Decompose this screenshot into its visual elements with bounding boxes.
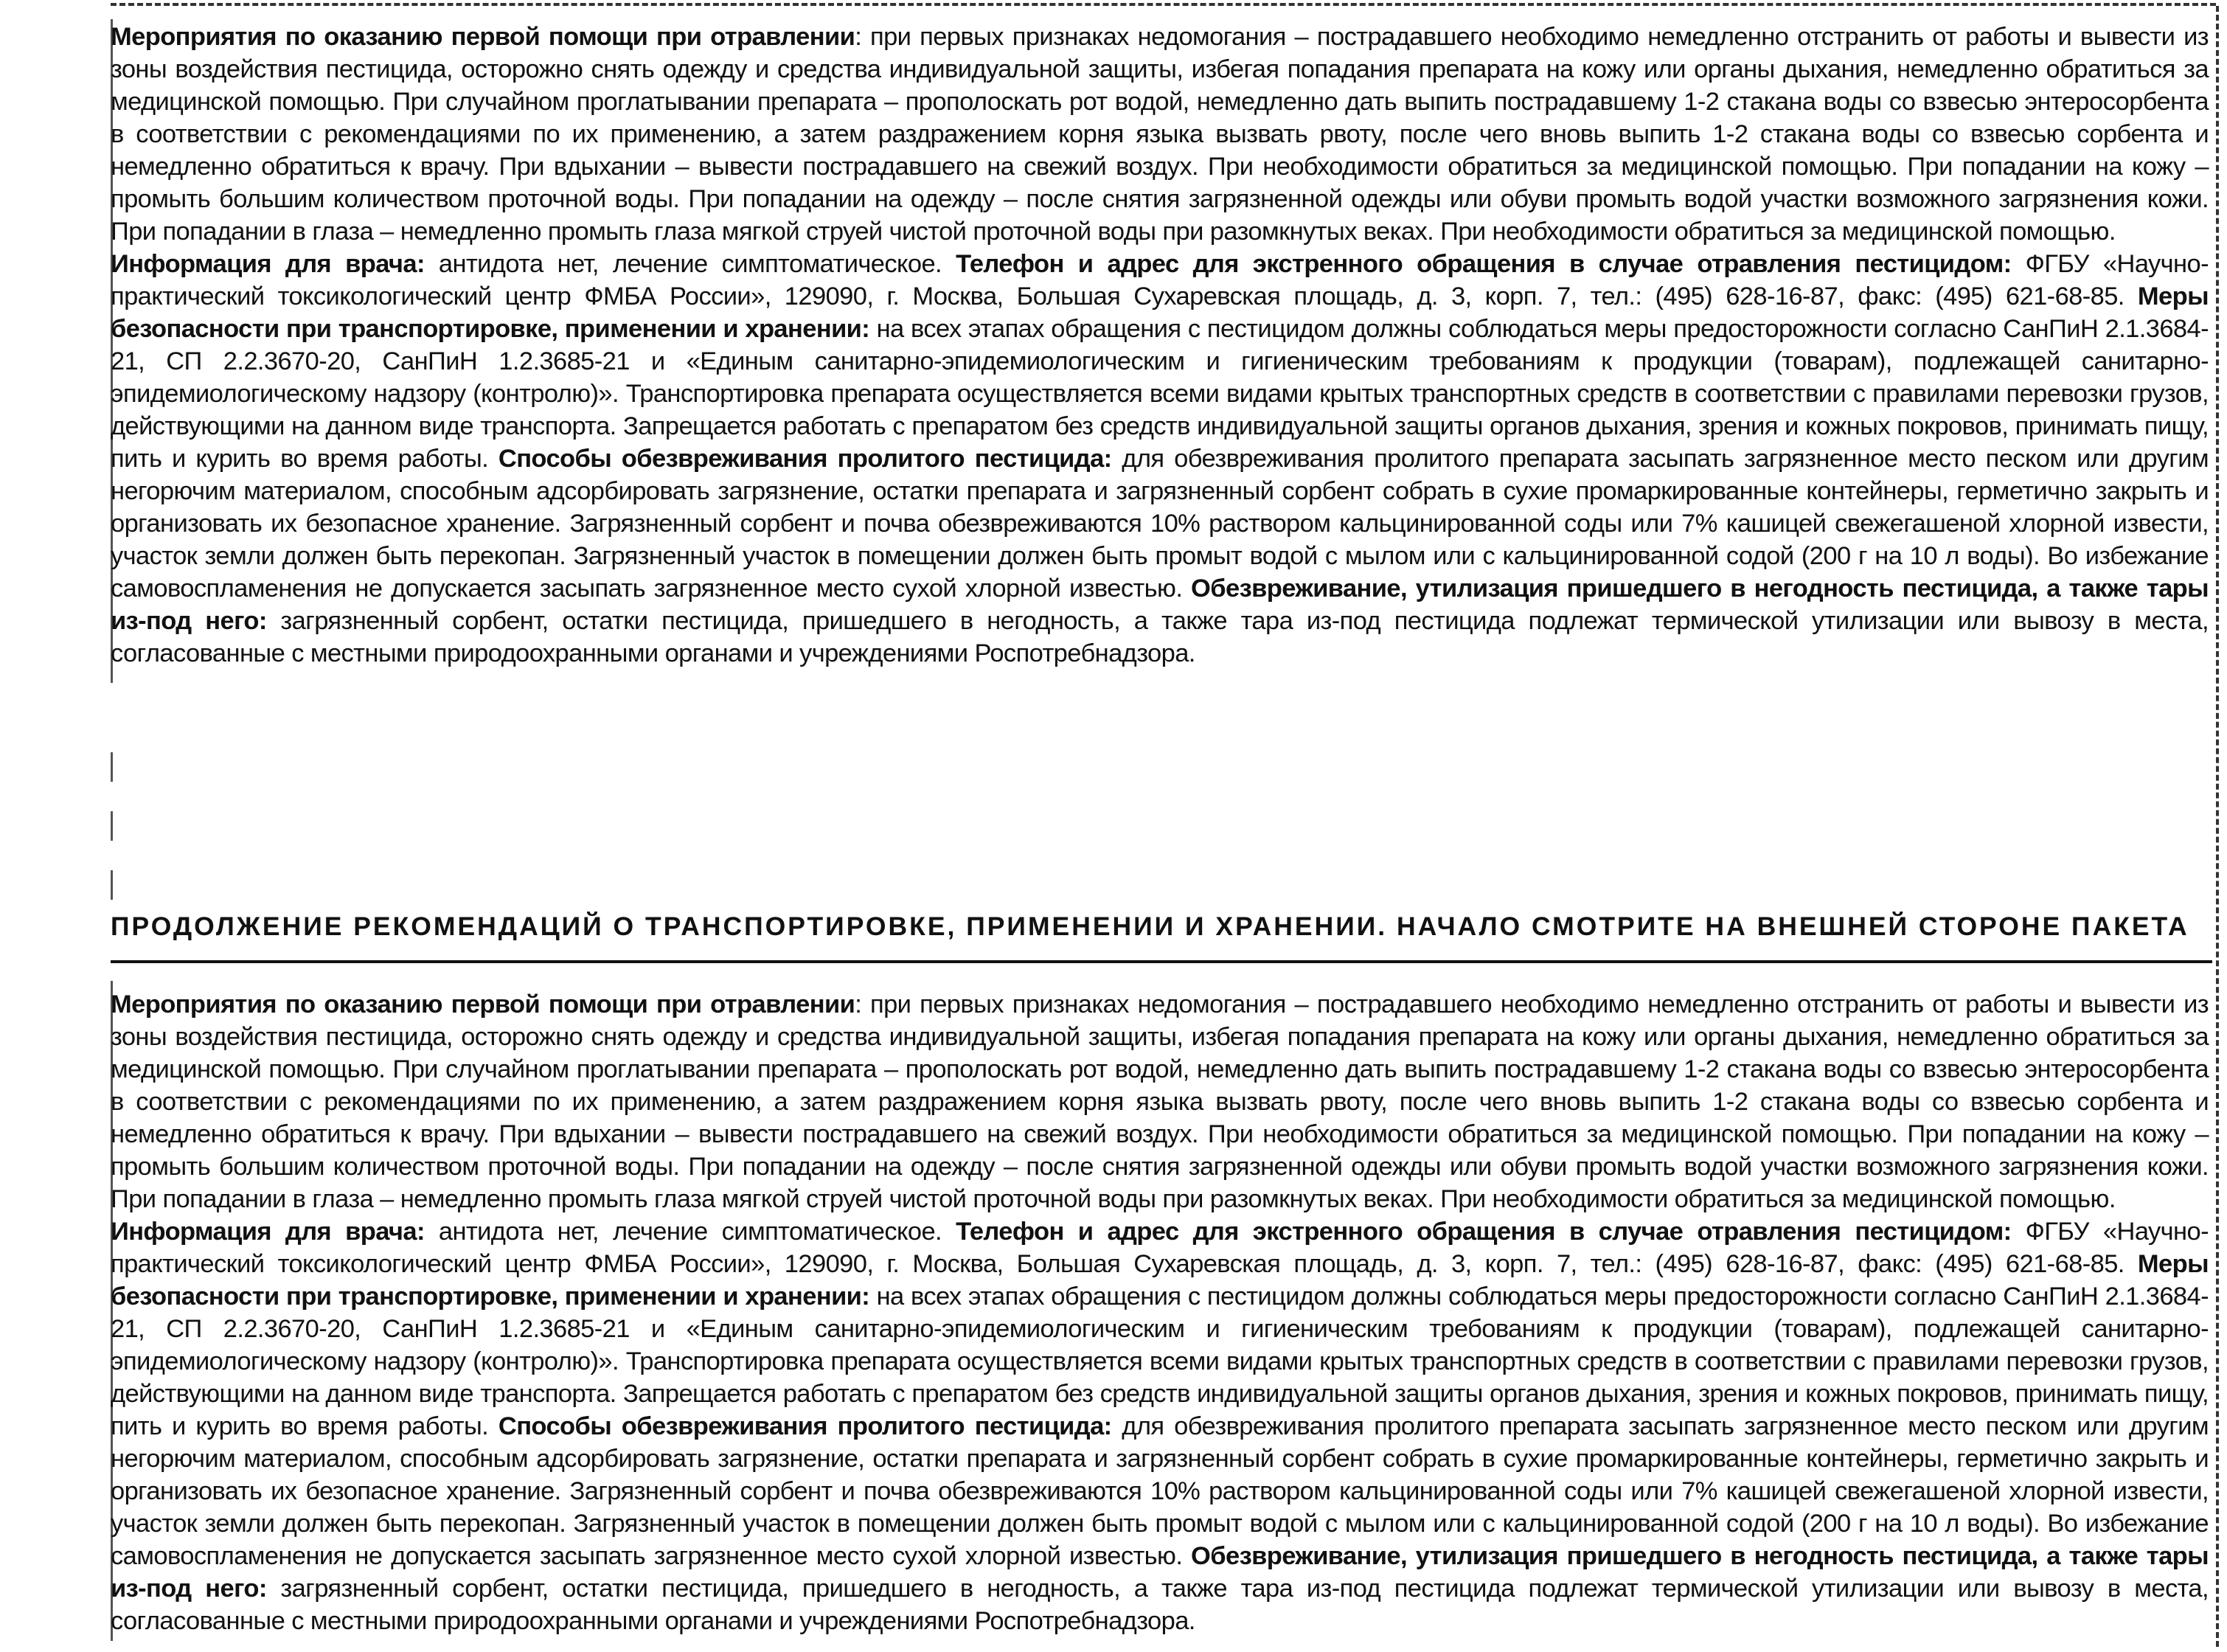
top-cut-line xyxy=(111,3,2216,6)
doctor-info-text: антидота нет, лечение симптоматическое. xyxy=(424,250,956,278)
continuation-heading: ПРОДОЛЖЕНИЕ РЕКОМЕНДАЦИЙ О ТРАНСПОРТИРОВКЕ, ПРИМЕНЕНИИ И ХРАНЕНИИ. НАЧАЛО СМОТРИТЕ НА ВНЕШНЕЙ СТОРОНЕ ПАКЕТА xyxy=(111,912,2189,941)
emergency-contact-title: Телефон и адрес для экстренного обращения в случае отравления пестицидом: xyxy=(956,1218,2012,1246)
disposal-title: Обезвреживание, утилизация пришедшего в негодность пестицида, а также тары из-под него: xyxy=(111,1542,2209,1603)
emergency-contact-text: ФГБУ «Научно-практический токсикологический центр ФМБА России», 129090, г. Москва, Большая Сухаревская площадь, д. 3, корп. 7, тел.: (495) 628-16-87, факс: (495) 621-68-85. xyxy=(111,250,2209,310)
safety-measures-text: на всех этапах обращения с пестицидом должны соблюдаться меры предосторожности согласно СанПиН 2.1.3684-21, СП 2.2.3670-20, СанПиН 1.2.3685-21 и «Единым санитарно-эпидемиологическим и гигиеническим требованиям к продукции (товарам), подлежащей санитарно-эпидемиологическому надзору (контролю)». Транспортировка препарата осуществляется всеми видами крытых транспортных средств в соответствии с правилами перевозки грузов, действующими на данном виде транспорта. Запрещается работать с препаратом без средств индивидуальной защиты органов дыхания, зрения и кожных покровов, принимать пищу, пить и курить во время работы. xyxy=(111,315,2209,473)
spill-neutralization-text: для обезвреживания пролитого препарата засыпать загрязненное место песком или другим негорючим материалом, способным адсорбировать загрязнение, остатки препарата и загрязненный сорбент собрать в сухие промаркированные контейнеры, герметично закрыть и организовать их безопасное хранение. Загрязненный сорбент и почва обезвреживаются 10% раствором кальцинированной соды или 7% кашицей свежегашеной хлорной извести, участок земли должен быть перекопан. Загрязненный участок в помещении должен быть промыт водой с мылом или с кальцинированной содой (200 г на 10 л воды). Во избежание самовоспламенения не допускается засыпать загрязненное место сухой хлорной известью. xyxy=(111,445,2209,603)
right-cut-line xyxy=(2216,6,2219,1647)
left-fold-tick xyxy=(111,752,113,782)
emergency-contact-title: Телефон и адрес для экстренного обращения в случае отравления пестицидом: xyxy=(956,250,2012,278)
safety-measures-title: Меры безопасности при транспортировке, применении и хранении: xyxy=(111,1250,2209,1311)
left-fold-tick xyxy=(111,811,113,841)
disposal-text: загрязненный сорбент, остатки пестицида, пришедшего в негодность, а также тара из-под пестицида подлежат термической утилизации или вывозу в места, согласованные с местными природоохранными органами и учреждениями Роспотребнадзора. xyxy=(111,607,2209,667)
disposal-title: Обезвреживание, утилизация пришедшего в негодность пестицида, а также тары из-под него: xyxy=(111,575,2209,635)
instructions-block-lower xyxy=(111,988,2209,1637)
first-aid-title: Мероприятия по оказанию первой помощи при отравлении xyxy=(111,990,855,1018)
doctor-info-title: Информация для врача: xyxy=(111,250,425,278)
heading-rule xyxy=(111,960,2212,963)
doctor-info-title: Информация для врача: xyxy=(111,1218,425,1246)
left-fold-tick xyxy=(111,870,113,900)
spill-neutralization-title: Способы обезвреживания пролитого пестицида: xyxy=(498,445,1112,473)
safety-measures-text: на всех этапах обращения с пестицидом должны соблюдаться меры предосторожности согласно СанПиН 2.1.3684-21, СП 2.2.3670-20, СанПиН 1.2.3685-21 и «Единым санитарно-эпидемиологическим и гигиеническим требованиям к продукции (товарам), подлежащей санитарно-эпидемиологическому надзору (контролю)». Транспортировка препарата осуществляется всеми видами крытых транспортных средств в соответствии с правилами перевозки грузов, действующими на данном виде транспорта. Запрещается работать с препаратом без средств индивидуальной защиты органов дыхания, зрения и кожных покровов, принимать пищу, пить и курить во время работы. xyxy=(111,1283,2209,1440)
safety-measures-title: Меры безопасности при транспортировке, применении и хранении: xyxy=(111,282,2209,343)
instructions-block-upper xyxy=(111,21,2209,670)
disposal-text: загрязненный сорбент, остатки пестицида, пришедшего в негодность, а также тара из-под пестицида подлежат термической утилизации или вывозу в места, согласованные с местными природоохранными органами и учреждениями Роспотребнадзора. xyxy=(111,1575,2209,1635)
first-aid-text: : при первых признаках недомогания – пострадавшего необходимо немедленно отстранить от работы и вывести из зоны воздействия пестицида, осторожно снять одежду и средства индивидуальной защиты, избегая попадания препарата на кожу или органы дыхания, немедленно обратиться за медицинской помощью. При случайном проглатывании препарата – прополоскать рот водой, немедленно дать выпить пострадавшему 1-2 стакана воды со взвесью энтеросорбента в соответствии с рекомендациями по их применению, а затем раздражением корня языка вызвать рвоту, после чего вновь выпить 1-2 стакана воды со взвесью сорбента и немедленно обратиться к врачу. При вдыхании – вывести пострадавшего на свежий воздух. При необходимости обратиться за медицинской помощью. При попадании на кожу – промыть большим количеством проточной воды. При попадании на одежду – после снятия загрязненной одежды или обуви промыть водой участки возможного загрязнения кожи. При попадании в глаза – немедленно промыть глаза мягкой струей чистой проточной воды при разомкнутых веках. При необходимости обратиться за медицинской помощью. xyxy=(111,990,2209,1213)
first-aid-text: : при первых признаках недомогания – пострадавшего необходимо немедленно отстранить от работы и вывести из зоны воздействия пестицида, осторожно снять одежду и средства индивидуальной защиты, избегая попадания препарата на кожу или органы дыхания, немедленно обратиться за медицинской помощью. При случайном проглатывании препарата – прополоскать рот водой, немедленно дать выпить пострадавшему 1-2 стакана воды со взвесью энтеросорбента в соответствии с рекомендациями по их применению, а затем раздражением корня языка вызвать рвоту, после чего вновь выпить 1-2 стакана воды со взвесью сорбента и немедленно обратиться к врачу. При вдыхании – вывести пострадавшего на свежий воздух. При необходимости обратиться за медицинской помощью. При попадании на кожу – промыть большим количеством проточной воды. При попадании на одежду – после снятия загрязненной одежды или обуви промыть водой участки возможного загрязнения кожи. При попадании в глаза – немедленно промыть глаза мягкой струей чистой проточной воды при разомкнутых веках. При необходимости обратиться за медицинской помощью. xyxy=(111,23,2209,246)
doctor-info-text: антидота нет, лечение симптоматическое. xyxy=(424,1218,956,1246)
emergency-contact-text: ФГБУ «Научно-практический токсикологический центр ФМБА России», 129090, г. Москва, Большая Сухаревская площадь, д. 3, корп. 7, тел.: (495) 628-16-87, факс: (495) 621-68-85. xyxy=(111,1218,2209,1278)
spill-neutralization-text: для обезвреживания пролитого препарата засыпать загрязненное место песком или другим негорючим материалом, способным адсорбировать загрязнение, остатки препарата и загрязненный сорбент собрать в сухие промаркированные контейнеры, герметично закрыть и организовать их безопасное хранение. Загрязненный сорбент и почва обезвреживаются 10% раствором кальцинированной соды или 7% кашицей свежегашеной хлорной извести, участок земли должен быть перекопан. Загрязненный участок в помещении должен быть промыт водой с мылом или с кальцинированной содой (200 г на 10 л воды). Во избежание самовоспламенения не допускается засыпать загрязненное место сухой хлорной известью. xyxy=(111,1412,2209,1570)
spill-neutralization-title: Способы обезвреживания пролитого пестицида: xyxy=(498,1412,1112,1440)
first-aid-title: Мероприятия по оказанию первой помощи при отравлении xyxy=(111,23,855,51)
